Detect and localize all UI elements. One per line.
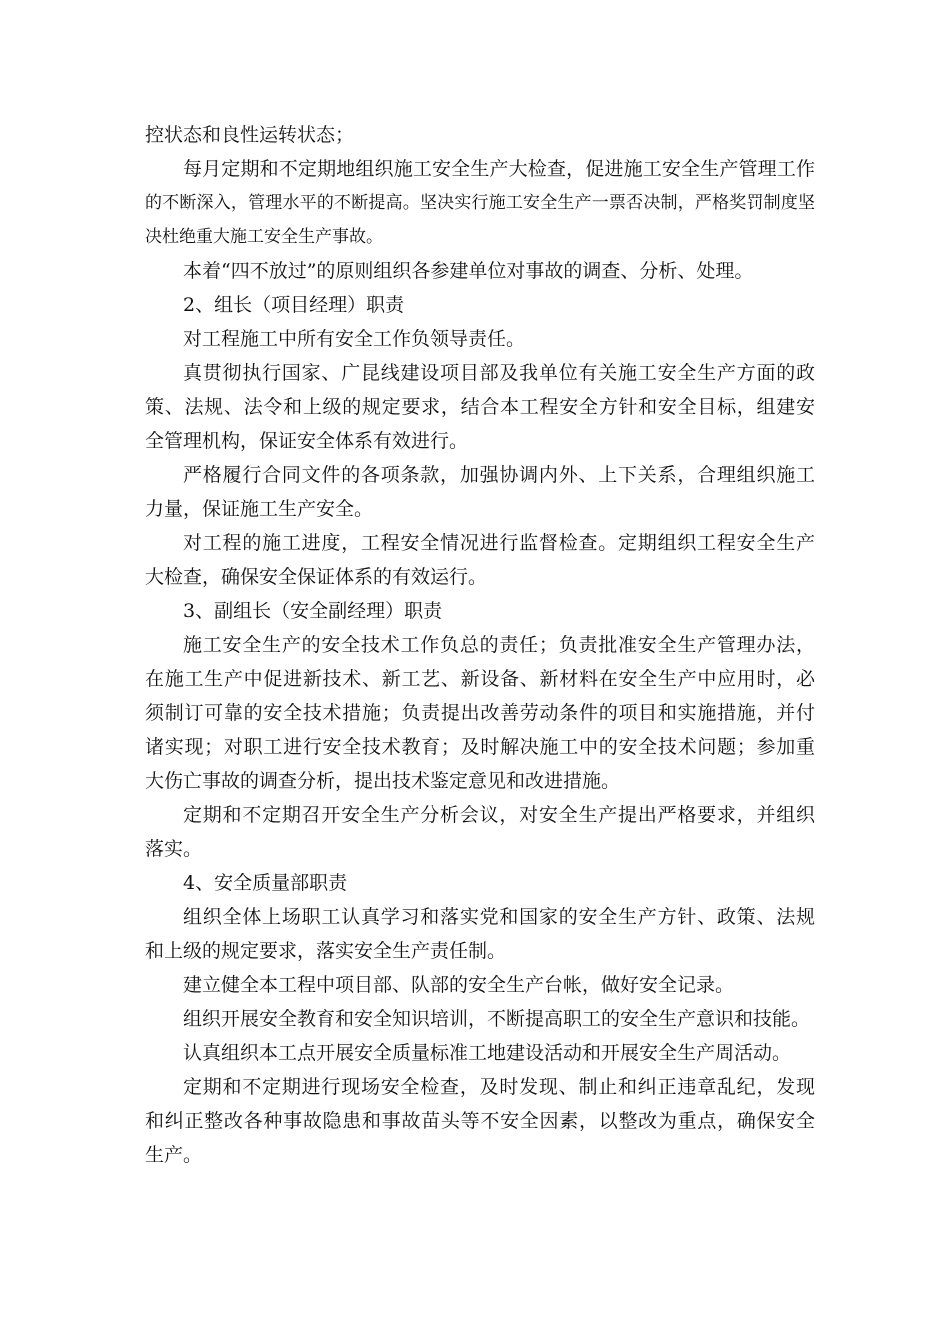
paragraph-line: 真贯彻执行国家、广昆线建设项目部及我单位有关施工安全生产方面的政 <box>183 362 815 384</box>
paragraph-line: 对工程的施工进度，工程安全情况进行监督检查。定期组织工程安全生产 <box>183 532 815 554</box>
section-heading: 3、副组长（安全副经理）职责 <box>183 600 443 622</box>
paragraph-line: 严格履行合同文件的各项条款，加强协调内外、上下关系，合理组织施工 <box>183 464 815 486</box>
paragraph-line: 诸实现；对职工进行安全技术教育；及时解决施工中的安全技术问题；参加重 <box>145 736 815 758</box>
paragraph-line: 力量，保证施工生产安全。 <box>145 498 374 520</box>
paragraph-line: 和上级的规定要求，落实安全生产责任制。 <box>145 940 507 962</box>
section-heading: 4、安全质量部职责 <box>183 872 348 894</box>
paragraph-line: 本着“四不放过”的原则组织各参建单位对事故的调查、分析、处理。 <box>183 260 754 282</box>
paragraph-line: 对工程施工中所有安全工作负领导责任。 <box>183 328 526 350</box>
paragraph-line: 全管理机构，保证安全体系有效进行。 <box>145 430 469 452</box>
paragraph-line: 策、法规、法令和上级的规定要求，结合本工程安全方针和安全目标，组建安 <box>145 396 815 418</box>
paragraph-line: 定期和不定期召开安全生产分析会议，对安全生产提出严格要求，并组织 <box>183 804 815 826</box>
paragraph-line: 定期和不定期进行现场安全检查，及时发现、制止和纠正违章乱纪，发现 <box>183 1076 815 1098</box>
paragraph-line: 和纠正整改各种事故隐患和事故苗头等不安全因素，以整改为重点，确保安全 <box>145 1110 815 1132</box>
paragraph-line: 每月定期和不定期地组织施工安全生产大检查，促进施工安全生产管理工作 <box>183 158 815 180</box>
paragraph-line: 组织开展安全教育和安全知识培训，不断提高职工的安全生产意识和技能。 <box>183 1008 811 1030</box>
paragraph-line: 决杜绝重大施工安全生产事故。 <box>145 227 383 247</box>
paragraph-line: 落实。 <box>145 838 203 860</box>
paragraph-line: 施工安全生产的安全技术工作负总的责任；负责批准安全生产管理办法， <box>183 634 815 656</box>
paragraph-line: 控状态和良性运转状态； <box>145 124 355 146</box>
paragraph-line: 大伤亡事故的调查分析，提出技术鉴定意见和改进措施。 <box>145 770 621 792</box>
paragraph-line: 大检查，确保安全保证体系的有效运行。 <box>145 566 488 588</box>
paragraph-line: 建立健全本工程中项目部、队部的安全生产台帐，做好安全记录。 <box>183 974 735 996</box>
paragraph-line: 须制订可靠的安全技术措施；负责提出改善劳动条件的项目和实施措施，并付 <box>145 702 815 724</box>
paragraph-line: 在施工生产中促进新技术、新工艺、新设备、新材料在安全生产中应用时，必 <box>145 668 815 690</box>
paragraph-line: 的不断深入，管理水平的不断提高。坚决实行施工安全生产一票否决制，严格奖罚制度坚 <box>145 193 815 213</box>
section-heading: 2、组长（项目经理）职责 <box>183 294 405 316</box>
paragraph-line: 认真组织本工点开展安全质量标准工地建设活动和开展安全生产周活动。 <box>183 1042 792 1064</box>
paragraph-line: 组织全体上场职工认真学习和落实党和国家的安全生产方针、政策、法规 <box>183 906 815 928</box>
document-body <box>145 118 815 1172</box>
paragraph-line: 生产。 <box>145 1144 203 1166</box>
